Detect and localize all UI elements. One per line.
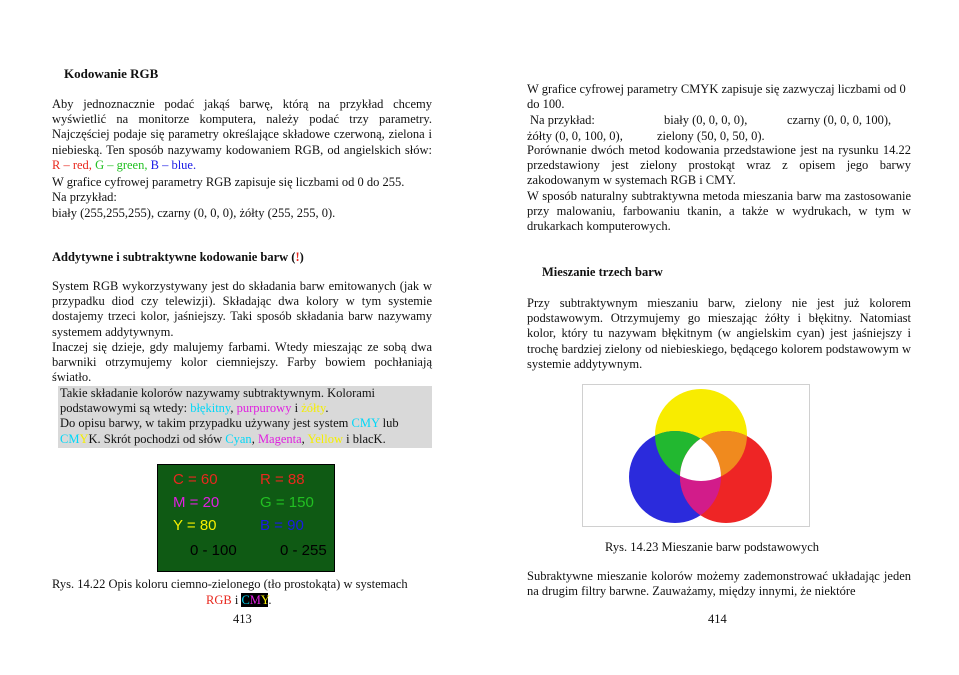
rgb-blue-label: B – blue. [150,157,197,172]
cmy-m-value: M = 20 [173,494,220,511]
primary-colors-venn-diagram [583,385,809,526]
cmy-c-value: C = 60 [173,471,218,488]
rgb-g-value: G = 150 [260,494,314,511]
rgb-r-value: R = 88 [260,471,305,488]
paragraph-comparison: Porównanie dwóch metod kodowania przedstawione jest na rysunku 14.22 przedstawiony jest zielony prostokąt wraz z opisem jego barwy zakodowanym w systemach RGB i CMY. [527,143,911,188]
right-page [480,0,959,675]
highlighted-text: Takie składanie kolorów nazywamy subtraktywnym. Kolorami podstawowymi są wtedy: błękitny, purpurowy i żółty. Do opisu barwy, w takim przypadku używany jest system CMY lub CMYK. Skrót pochodzi od słów Cyan, Magenta, Yellow i blacK. [60,386,399,446]
paragraph-subtractive: Inaczej się dzieje, gdy malujemy farbami. Wtedy mieszając ze sobą dwa barwniki otrzymujemy kolor ciemniejszy. Farby bowiem pochłaniają światło. [52,340,432,385]
page-number-right: 414 [708,612,727,626]
rgb-b-value: B = 90 [260,517,304,534]
figure-caption-14-22: Rys. 14.22 Opis koloru ciemno-zielonego (tło prostokąta) w systemach [52,577,408,591]
paragraph-rgb-intro: Aby jednoznacznie podać jakąś barwę, którą na przykład chcemy wyświetlić na monitorze komputera, należy podać trzy parametry. Najczęściej podaje się parametry określające składowe czerwoną, zielona i niebieską. Ten sposób nazywamy kodowaniem RGB, od angielskich słów: R – red, G – green, B – blue. [52,97,432,172]
paragraph-mixing: Przy subtraktywnym mieszaniu barw, zielony nie jest już kolorem podstawowym. Otrzymujemy go mieszając żółty i błękitny. Natomiast kolor, który tu nazywam błękitnym (w angielskim cyan) jest jaśniejszy i trochę bardziej zielony od niebieskiego, będącego kolorem podstawowym w systemie addytywnym. [527,296,911,371]
paragraph-additive: System RGB wykorzystywany jest do składania barw emitowanych (jak w przypadku diod czy telewizji). Składając dwa kolory w tym systemie dostajemy trzeci kolor, jaśniejszy. Taki sposób składania barw nazywamy systemem addytywnym. [52,279,432,339]
color-mixing-figure [582,384,810,527]
cmy-y-value: Y = 80 [173,517,217,534]
figure-caption-14-23: Rys. 14.23 Mieszanie barw podstawowych [605,540,820,554]
dark-green-color-sample [157,464,335,572]
rgb-range: 0 - 255 [280,542,327,559]
paragraph-cmyk-examples: Na przykład: biały (0, 0, 0, 0), czarny (0, 0, 0, 100), żółty (0, 0, 100, 0), zielony (50, 0, 50, 0). [527,113,892,143]
paragraph-filters: Subraktywne mieszanie kolorów możemy zademonstrować układając jeden na drugim filtry barwne. Zauważamy, między innymi, że niektóre [527,569,911,599]
paragraph-cmyk-range: W grafice cyfrowej parametry CMYK zapisuje się zazwyczaj liczbami od 0 do 100. [527,82,906,112]
section-title-mixing: Mieszanie trzech barw [542,265,663,279]
paragraph-example-values: biały (255,255,255), czarny (0, 0, 0), żółty (255, 255, 0). [52,206,336,220]
paragraph-example-label: Na przykład: [52,190,117,204]
paragraph-subtractive-use: W sposób naturalny subtraktywna metoda mieszania barw ma zastosowanie przy malowaniu, farbowaniu tkanin, a także w wydrukach, w tym w drukarkach komputerowych. [527,189,911,234]
section-title-additive: Addytywne i subtraktywne kodowanie barw (!) [52,250,304,264]
cmy-range: 0 - 100 [190,542,237,559]
page-number-left: 413 [233,612,252,626]
rgb-green-label: G – green, [95,157,148,172]
paragraph-rgb-range: W grafice cyfrowej parametry RGB zapisuje się liczbami od 0 do 255. [52,175,405,189]
section-title-rgb: Kodowanie RGB [64,66,159,81]
figure-caption-14-22-line2: RGB i CMY. [206,593,272,607]
rgb-red-label: R – red, [52,157,92,172]
